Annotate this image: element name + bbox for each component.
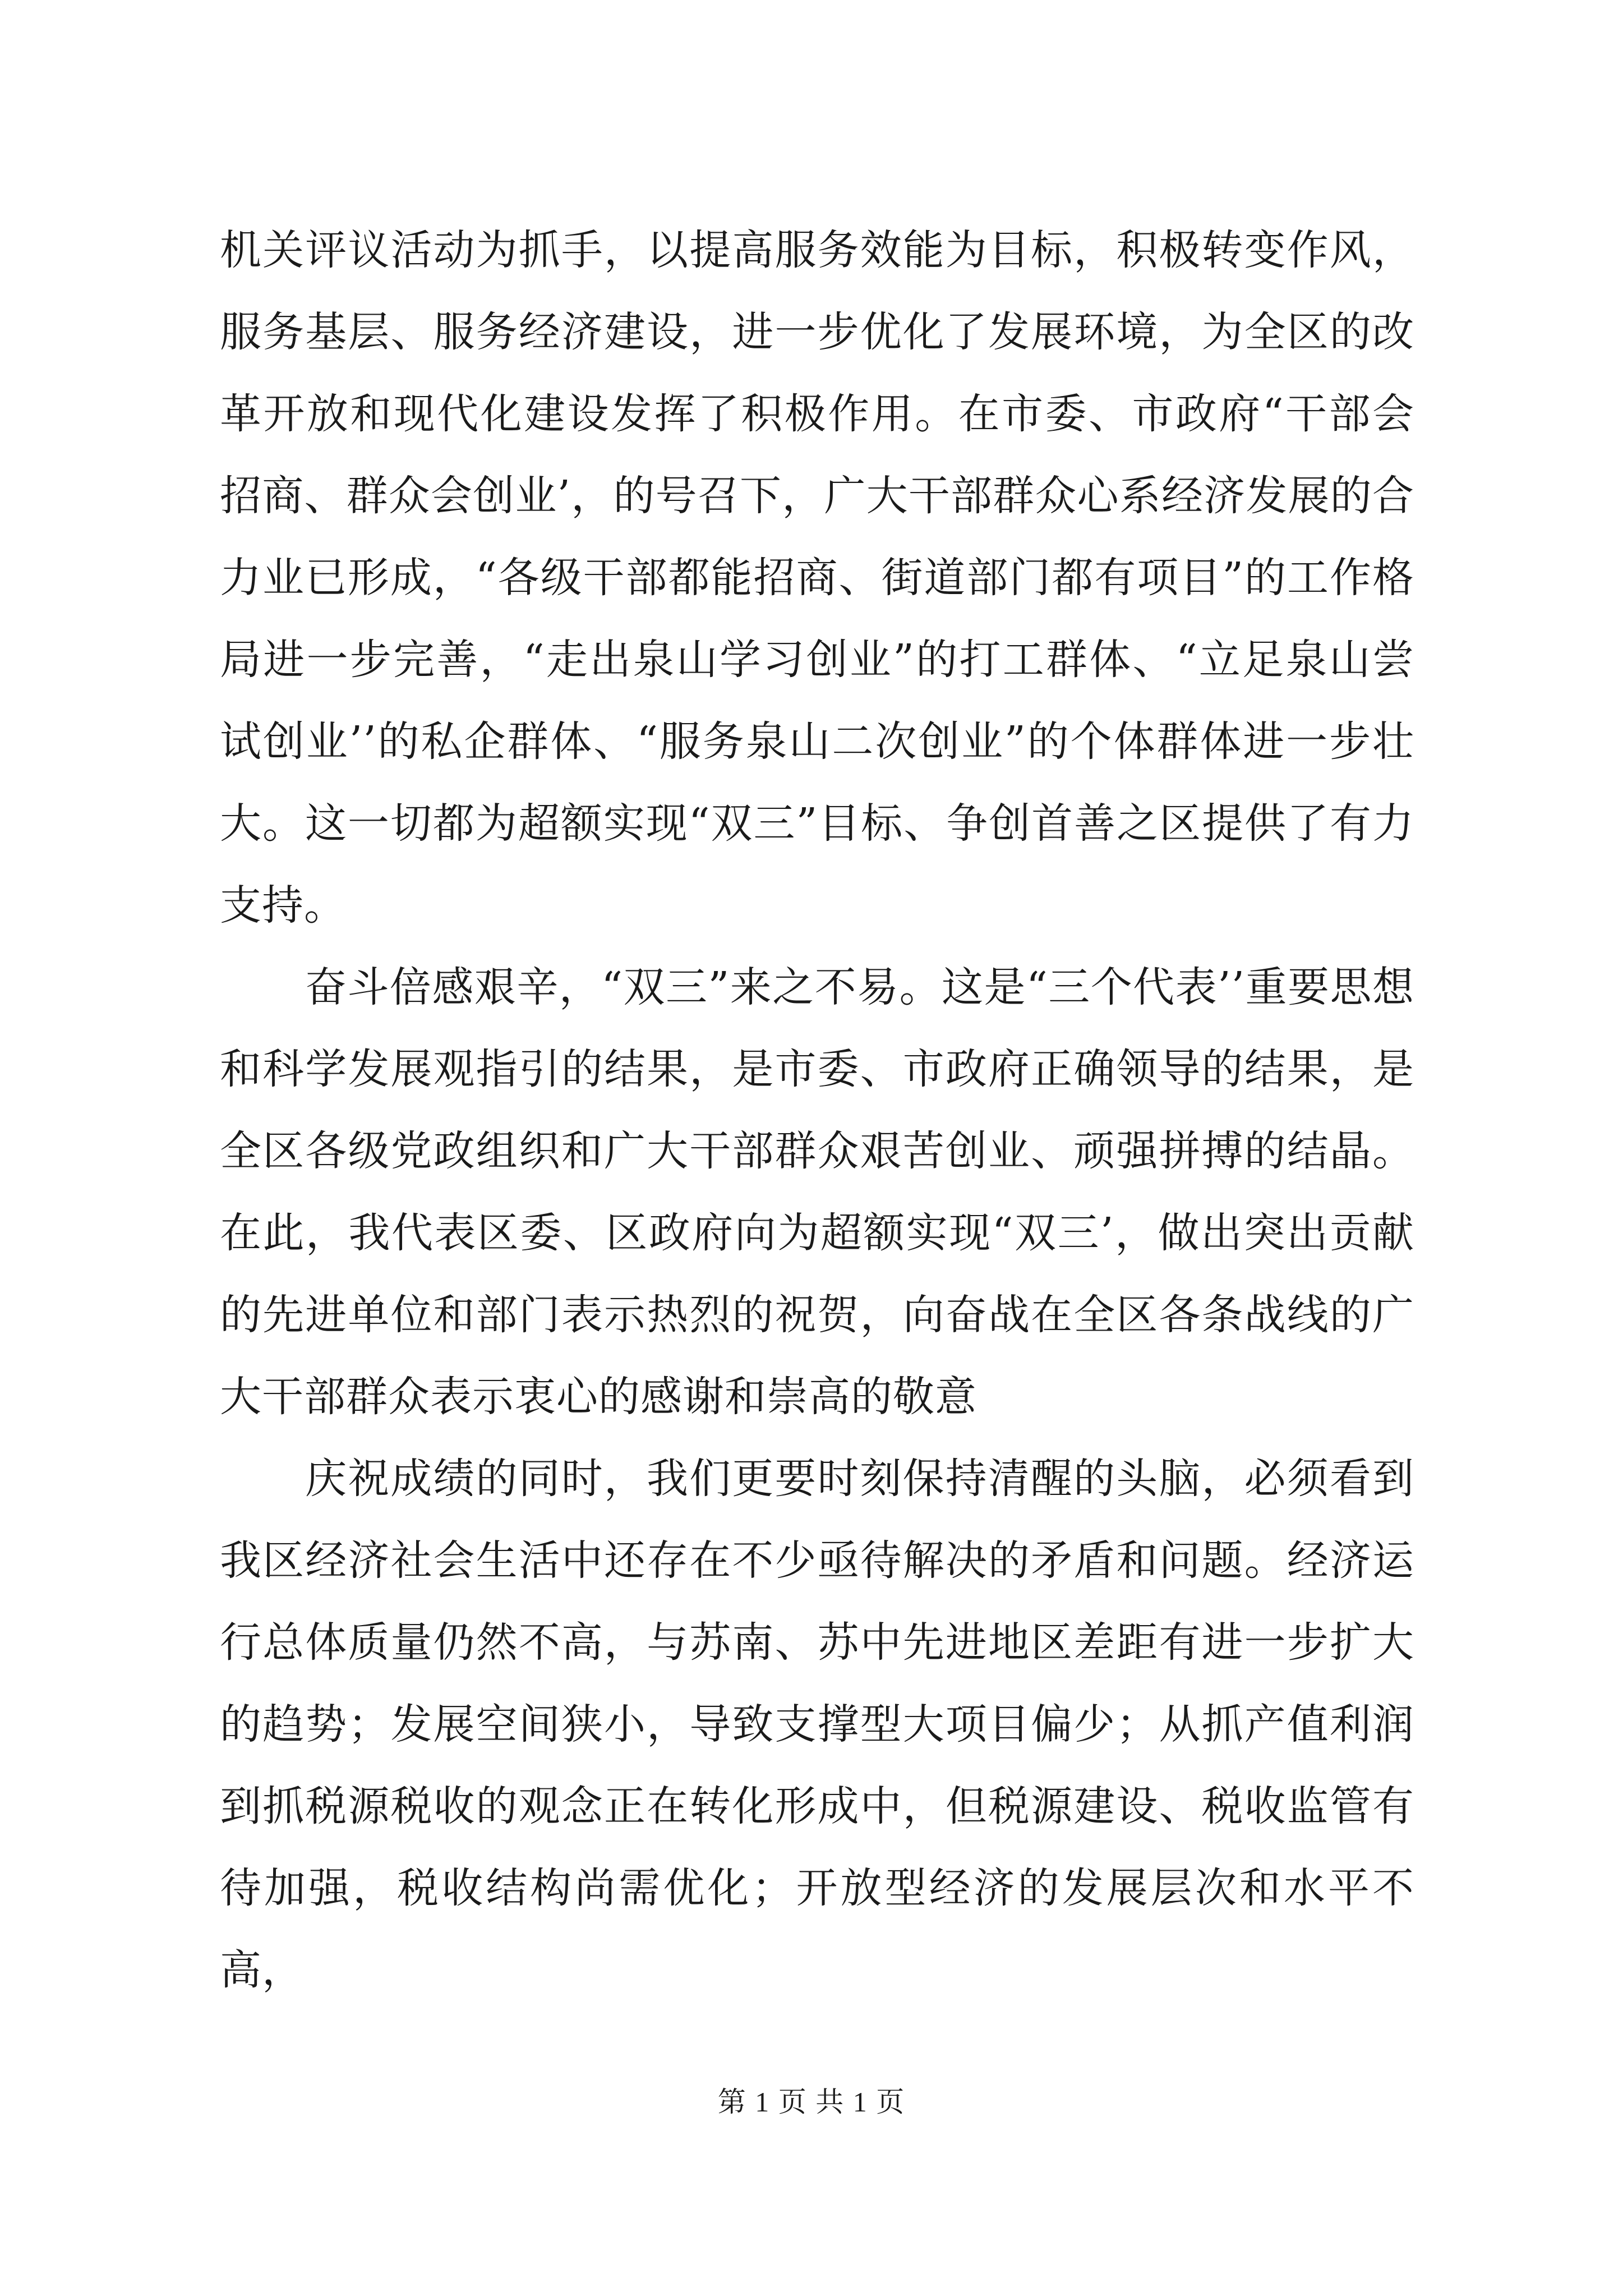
paragraph-3: 庆祝成绩的同时，我们更要时刻保持清醒的头脑，必须看到我区经济社会生活中还存在不少亟待解决的矛盾和问题。经济运行总体质量仍然不高，与苏南、苏中先进地区差距有进一步扩大的趋势；发展空间狭小，导致支撑型大项目偏少；从抓产值利润到抓税源税收的观念正在转化形成中，但税源建设、税收监管有待加强，税收结构尚需优化；开放型经济的发展层次和水平不高， bbox=[220, 1455, 1414, 1994]
document-body bbox=[220, 209, 1414, 2011]
paragraph-1: 机关评议活动为抓手，以提高服务效能为目标，积极转变作风，服务基层、服务经济建设，进一步优化了发展环境，为全区的改革开放和现代化建设发挥了积极作用。在市委、市政府“干部会招商、群众会创业’，的号召下，广大干部群众心系经济发展的合力业已形成，“各级干部都能招商、街道部门都有项目”的工作格局进一步完善，“走出泉山学习创业”的打工群体、“立足泉山尝试创业’’的私企群体、“服务泉山二次创业”的个体群体进一步壮大。这一切都为超额实现“双三”目标、争创首善之区提供了有力支持。 bbox=[220, 226, 1414, 930]
paragraph-2: 奋斗倍感艰辛，“双三”来之不易。这是“三个代表’’重要思想和科学发展观指引的结果，是市委、市政府正确领导的结果，是全区各级党政组织和广大干部群众艰苦创业、顽强拼搏的结晶。在此，我代表区委、区政府向为超额实现“双三’，做出突出贡献的先进单位和部门表示热烈的祝贺，向奋战在全区各条战线的广大干部群众表示衷心的感谢和崇高的敬意 bbox=[220, 963, 1414, 1421]
page-footer: 第 1 页 共 1 页 bbox=[717, 2086, 906, 2118]
